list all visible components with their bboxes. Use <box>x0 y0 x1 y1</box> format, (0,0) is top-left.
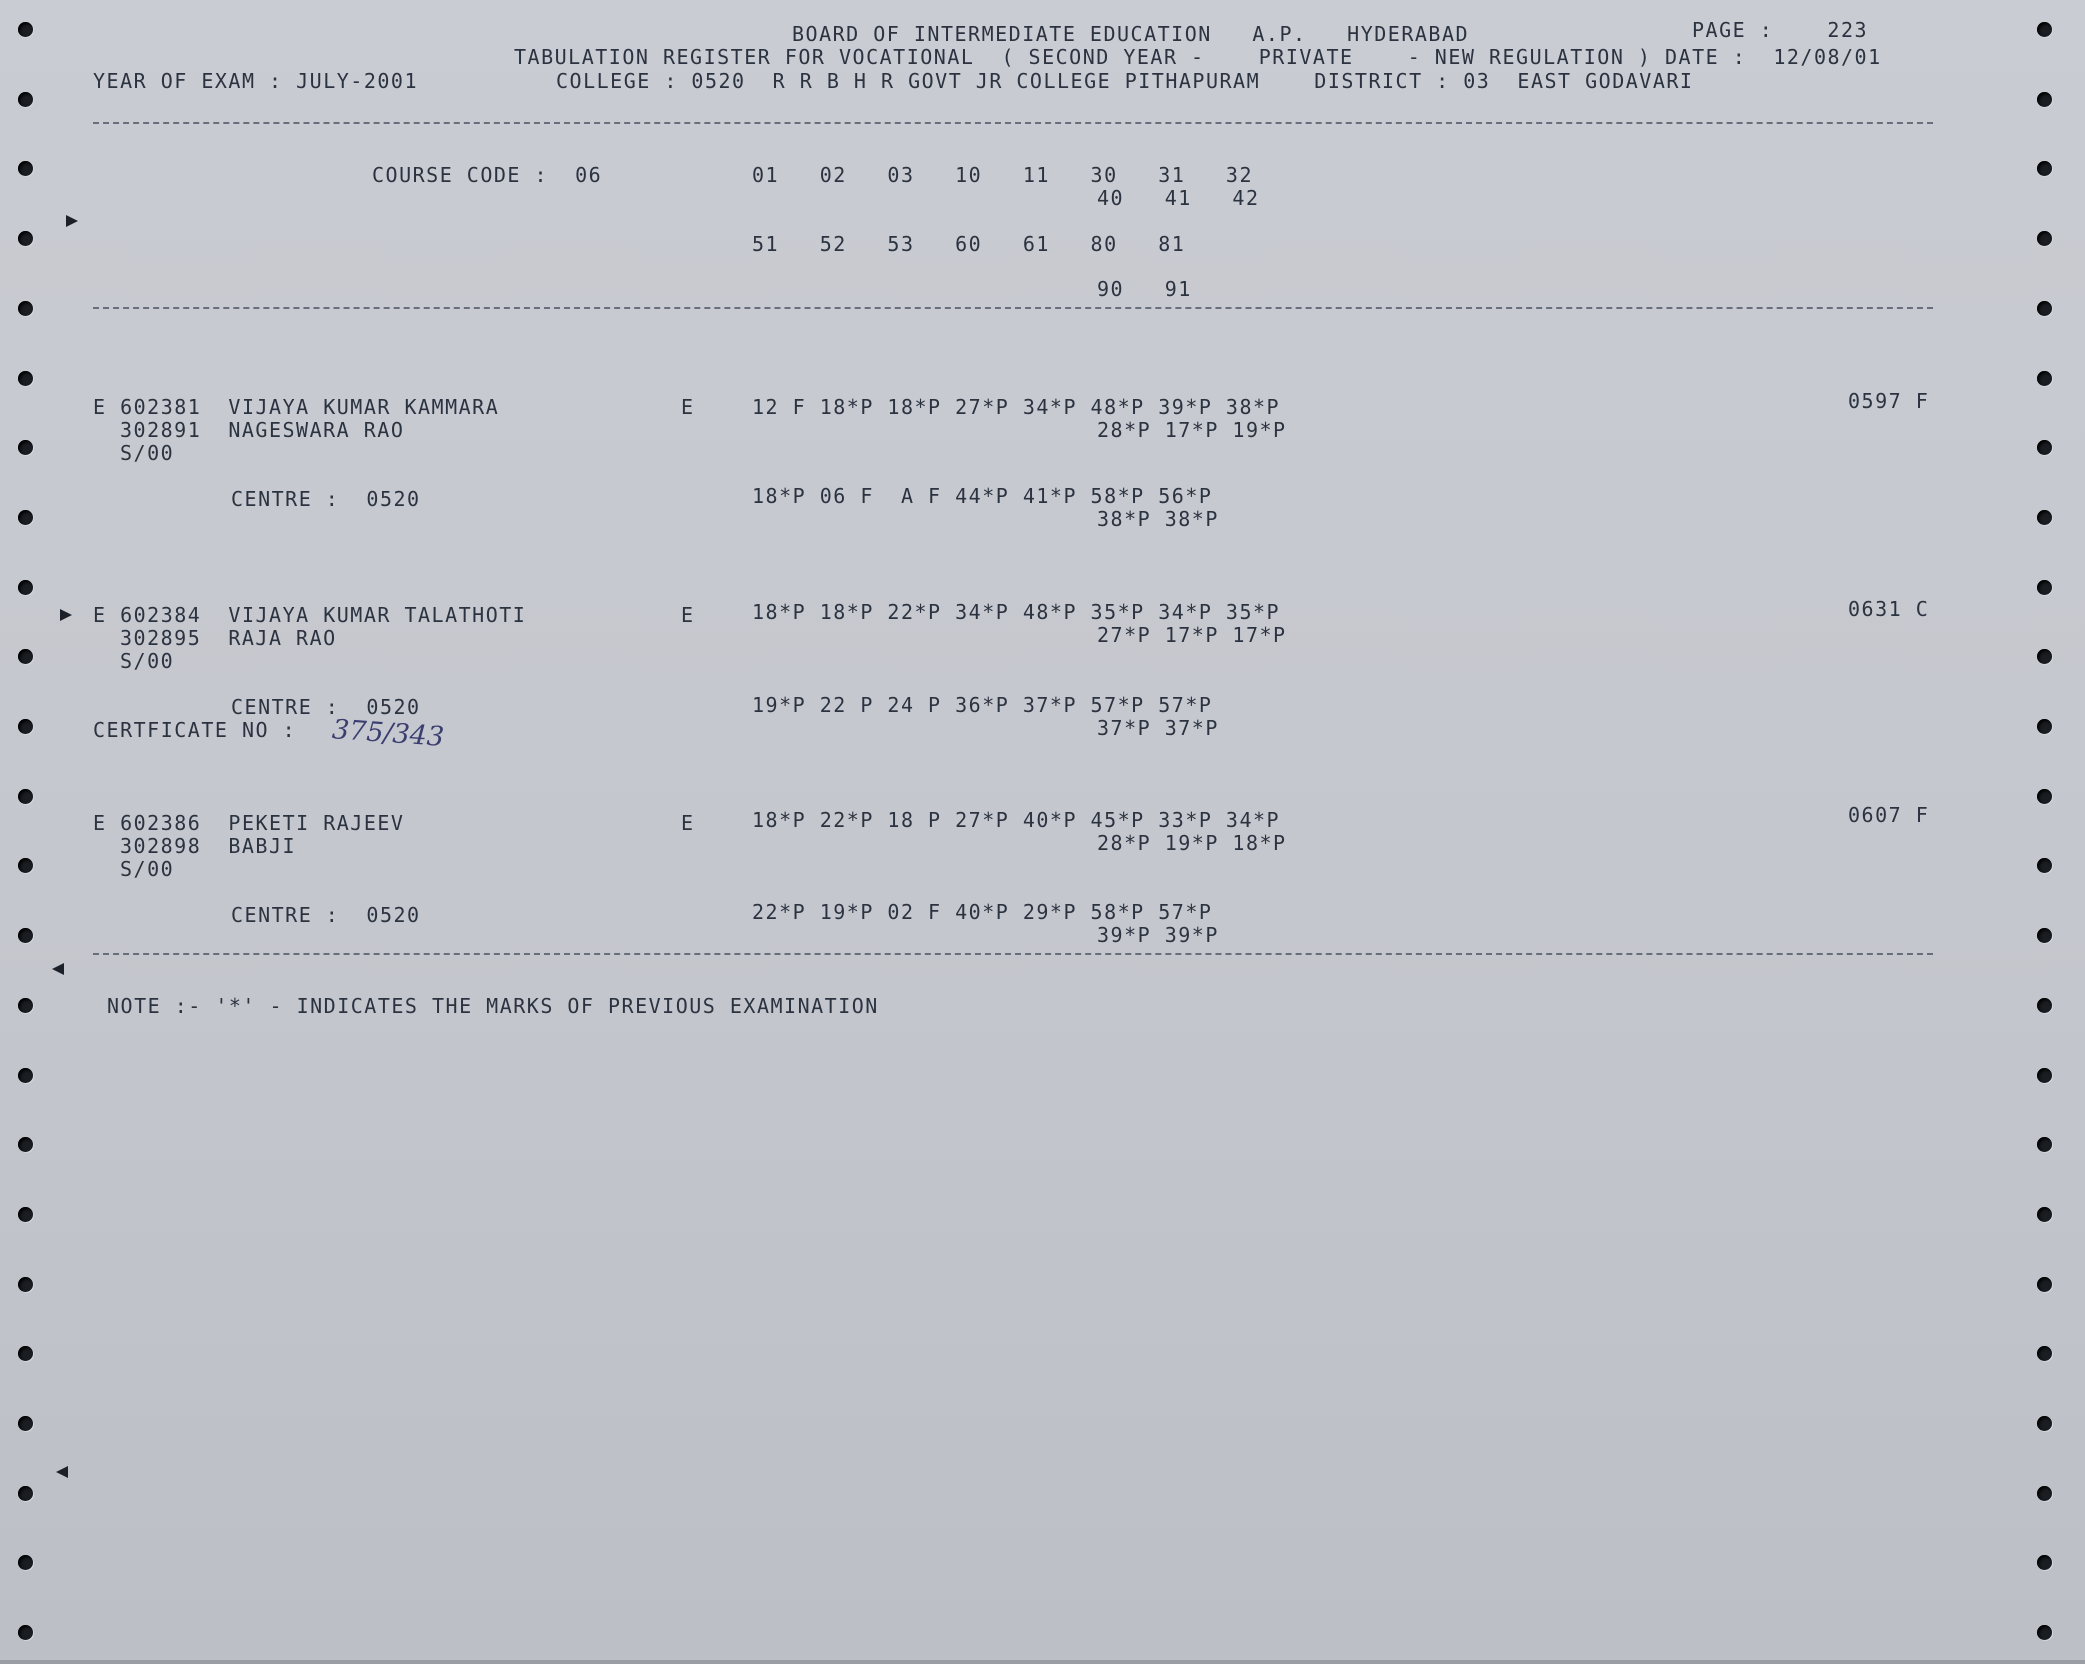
feed-hole <box>2037 1625 2052 1640</box>
student-2-marks-1: 18*P 18*P 22*P 34*P 48*P 35*P 34*P 35*P <box>752 600 1281 624</box>
feed-hole <box>2037 510 2052 525</box>
note: NOTE :- '*' - INDICATES THE MARKS OF PREVIOUS EXAMINATION <box>107 994 879 1018</box>
student-2-father: 302895 RAJA RAO <box>120 626 337 650</box>
subject-codes-row3: 90 91 <box>1097 277 1192 301</box>
student-1-sex-code: S/00 <box>120 441 175 465</box>
feed-hole <box>18 1207 33 1222</box>
feed-hole <box>2037 1068 2052 1083</box>
divider-top <box>93 122 1933 124</box>
feed-hole <box>2037 580 2052 595</box>
student-3-sex-code: S/00 <box>120 857 175 881</box>
feed-hole <box>18 928 33 943</box>
student-2-roll-name: E 602384 VIJAYA KUMAR TALATHOTI <box>93 603 527 627</box>
student-1-marks-1: 12 F 18*P 18*P 27*P 34*P 48*P 39*P 38*P <box>752 395 1281 419</box>
course-code: COURSE CODE : 06 <box>372 163 603 187</box>
feed-hole <box>2037 1277 2052 1292</box>
feed-hole <box>2037 371 2052 386</box>
margin-tick-mark <box>56 1466 68 1478</box>
student-3-father: 302898 BABJI <box>120 834 297 858</box>
feed-hole <box>2037 1486 2052 1501</box>
handwritten-certificate-number: 375/343 <box>331 714 446 753</box>
feed-hole <box>2037 1207 2052 1222</box>
exam-year: YEAR OF EXAM : JULY-2001 <box>93 69 418 93</box>
feed-hole <box>18 510 33 525</box>
student-2-marks-1b: 27*P 17*P 17*P <box>1097 623 1287 647</box>
student-3-total: 0607 F <box>1848 803 1930 827</box>
divider-bottom <box>93 953 1933 955</box>
board-title: BOARD OF INTERMEDIATE EDUCATION A.P. HYDERABAD <box>792 22 1470 46</box>
student-3-marks-1: 18*P 22*P 18 P 27*P 40*P 45*P 33*P 34*P <box>752 808 1281 832</box>
student-2-centre: CENTRE : 0520 <box>231 695 421 719</box>
margin-tick-mark <box>52 963 64 975</box>
feed-hole <box>2037 858 2052 873</box>
margin-tick-mark <box>60 609 72 621</box>
feed-hole <box>2037 719 2052 734</box>
student-1-total: 0597 F <box>1848 389 1930 413</box>
feed-hole <box>18 1416 33 1431</box>
feed-hole <box>2037 231 2052 246</box>
feed-hole <box>18 1137 33 1152</box>
feed-hole <box>18 789 33 804</box>
feed-hole <box>18 1486 33 1501</box>
college-info: COLLEGE : 0520 R R B H R GOVT JR COLLEGE PITHAPURAM DISTRICT : 03 EAST GODAVARI <box>556 69 1694 93</box>
student-3-marks-1b: 28*P 19*P 18*P <box>1097 831 1287 855</box>
feed-hole <box>18 161 33 176</box>
feed-hole <box>18 1068 33 1083</box>
feed-hole <box>2037 789 2052 804</box>
feed-hole <box>18 301 33 316</box>
feed-hole <box>18 1625 33 1640</box>
feed-hole <box>2037 161 2052 176</box>
subject-codes-row1b: 40 41 42 <box>1097 186 1260 210</box>
feed-hole <box>18 998 33 1013</box>
feed-hole <box>2037 92 2052 107</box>
feed-hole <box>2037 928 2052 943</box>
student-1-marks-1b: 28*P 17*P 19*P <box>1097 418 1287 442</box>
feed-hole <box>18 371 33 386</box>
feed-hole <box>18 231 33 246</box>
feed-hole <box>18 1277 33 1292</box>
student-2-sex-code: S/00 <box>120 649 175 673</box>
student-3-marks-2b: 39*P 39*P <box>1097 923 1219 947</box>
feed-hole <box>18 858 33 873</box>
student-2-marks-2b: 37*P 37*P <box>1097 716 1219 740</box>
feed-hole <box>18 92 33 107</box>
feed-hole <box>2037 1555 2052 1570</box>
margin-tick-mark <box>66 215 78 227</box>
register-title: TABULATION REGISTER FOR VOCATIONAL ( SECOND YEAR - PRIVATE - NEW REGULATION ) DATE : 12/08/01 <box>514 45 1882 69</box>
feed-hole <box>18 22 33 37</box>
feed-hole <box>18 580 33 595</box>
student-1-centre: CENTRE : 0520 <box>231 487 421 511</box>
feed-hole <box>2037 440 2052 455</box>
feed-hole <box>2037 1137 2052 1152</box>
feed-hole <box>2037 649 2052 664</box>
feed-hole <box>2037 22 2052 37</box>
student-2-type: E <box>681 603 695 627</box>
feed-hole <box>18 719 33 734</box>
subject-codes-row2: 51 52 53 60 61 80 81 <box>752 232 1186 256</box>
student-1-type: E <box>681 395 695 419</box>
student-1-roll-name: E 602381 VIJAYA KUMAR KAMMARA <box>93 395 500 419</box>
feed-hole <box>2037 301 2052 316</box>
feed-hole <box>2037 1416 2052 1431</box>
page-number: PAGE : 223 <box>1692 18 1869 42</box>
certificate-label: CERTFICATE NO : <box>93 718 297 742</box>
student-1-marks-2b: 38*P 38*P <box>1097 507 1219 531</box>
feed-hole <box>18 1555 33 1570</box>
student-3-roll-name: E 602386 PEKETI RAJEEV <box>93 811 405 835</box>
student-2-total: 0631 C <box>1848 597 1930 621</box>
student-3-marks-2: 22*P 19*P 02 F 40*P 29*P 58*P 57*P <box>752 900 1213 924</box>
feed-hole <box>2037 1346 2052 1361</box>
feed-hole <box>18 649 33 664</box>
feed-hole <box>2037 998 2052 1013</box>
student-1-marks-2: 18*P 06 F A F 44*P 41*P 58*P 56*P <box>752 484 1213 508</box>
student-3-type: E <box>681 811 695 835</box>
student-1-father: 302891 NAGESWARA RAO <box>120 418 405 442</box>
student-2-marks-2: 19*P 22 P 24 P 36*P 37*P 57*P 57*P <box>752 693 1213 717</box>
student-3-centre: CENTRE : 0520 <box>231 903 421 927</box>
subject-codes-row1: 01 02 03 10 11 30 31 32 <box>752 163 1254 187</box>
feed-hole <box>18 1346 33 1361</box>
feed-hole <box>18 440 33 455</box>
divider-course <box>93 307 1933 309</box>
